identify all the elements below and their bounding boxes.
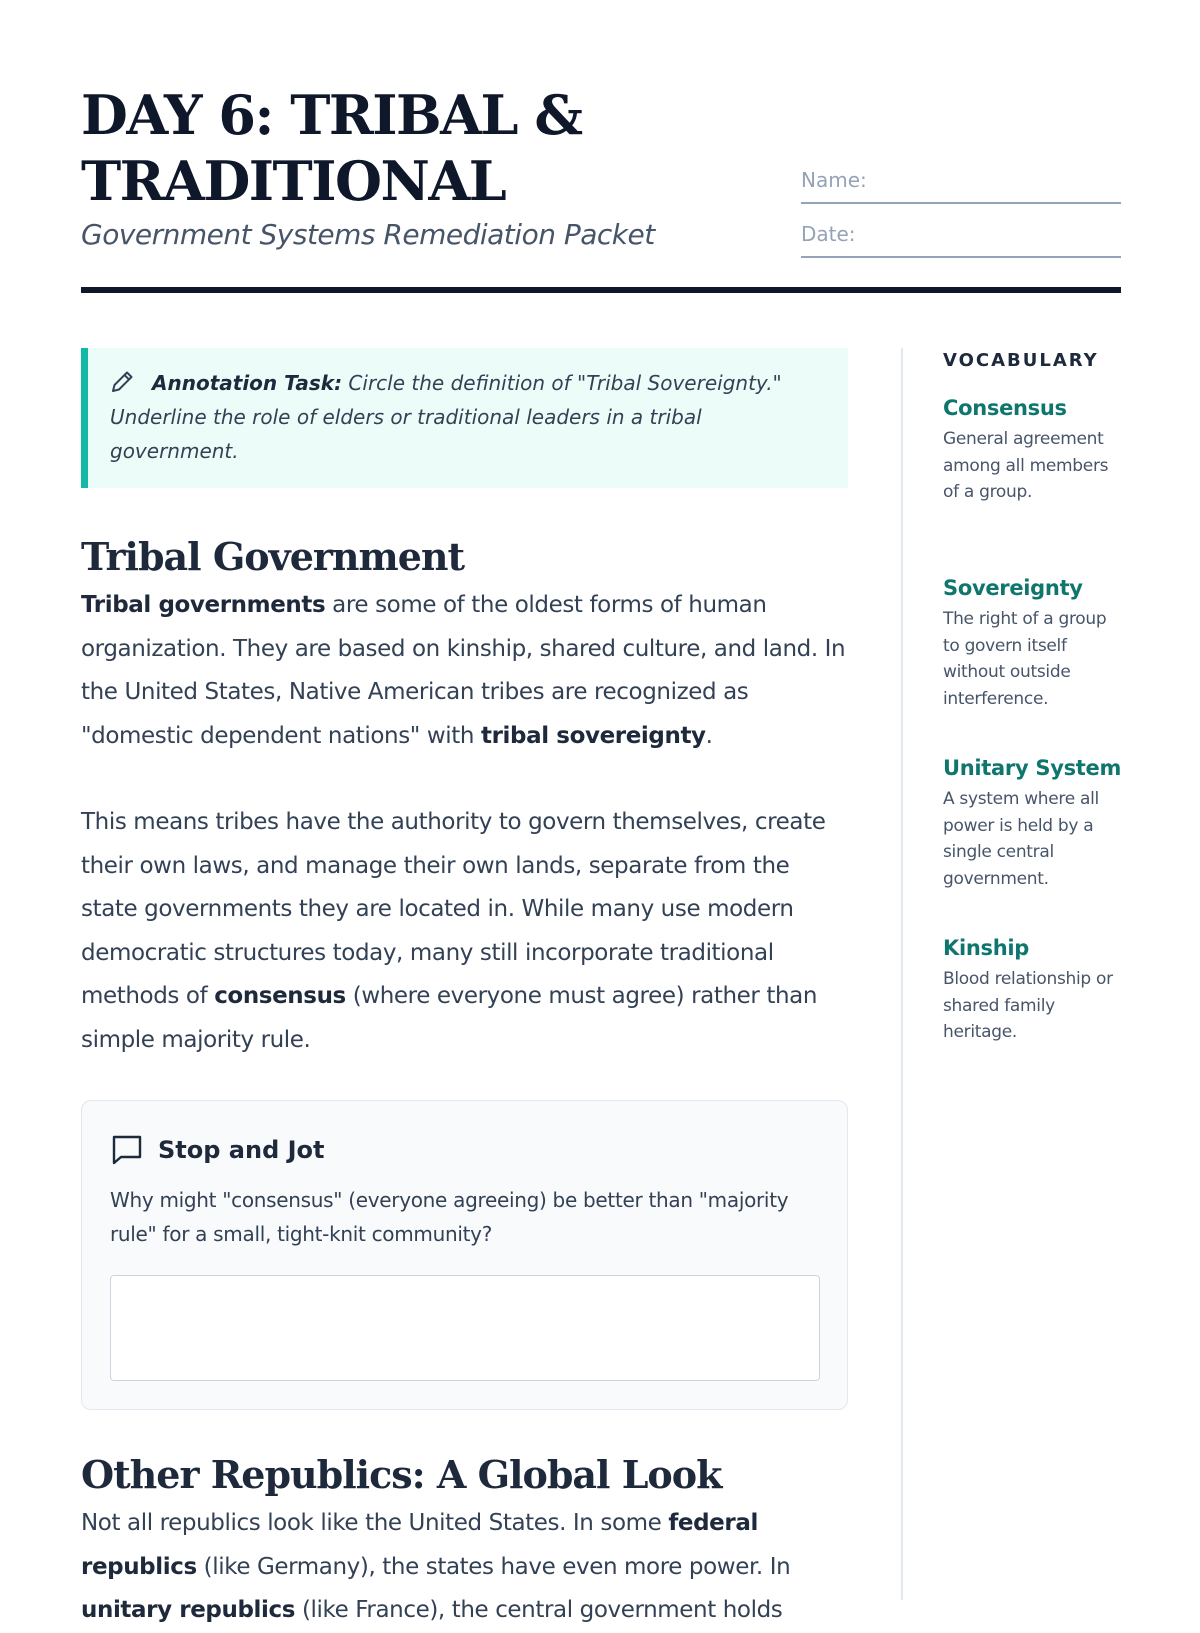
bold-term: Tribal governments — [81, 592, 326, 618]
vocab-definition: Blood relationship or shared family heritage. — [943, 969, 1113, 1042]
bold-term: consensus — [214, 983, 346, 1009]
title-line-1: DAY 6: TRIBAL & — [81, 83, 582, 147]
vocab-term: Unitary System — [943, 756, 1122, 780]
section-title-tribal-government: Tribal Government — [81, 534, 465, 579]
header — [81, 82, 1121, 294]
stop-and-jot-title: Stop and Jot — [158, 1136, 325, 1164]
vocab-term: Consensus — [943, 396, 1067, 420]
main-column — [81, 348, 848, 1623]
paragraph-tribal-intro — [81, 584, 851, 758]
page-subtitle: Government Systems Remediation Packet — [81, 218, 655, 251]
date-label: Date: — [801, 222, 856, 246]
vocabulary-heading: VOCABULARY — [943, 350, 1099, 371]
vocab-term: Kinship — [943, 936, 1030, 960]
text-run: This means tribes have the authority to govern themselves, create their own laws, and manage their own lands, separate from the state governments they are located in. While many use modern democratic structures today, many still incorporate traditional methods of — [81, 809, 826, 1009]
text-run: (like France), the central government holds — [295, 1597, 783, 1623]
annotation-label: Annotation Task: — [152, 371, 343, 395]
pencil-icon — [110, 370, 136, 394]
name-field[interactable] — [801, 164, 1121, 204]
date-field[interactable] — [801, 218, 1121, 258]
speech-bubble-icon — [110, 1133, 144, 1167]
page-title — [81, 82, 781, 214]
name-label: Name: — [801, 168, 867, 192]
vocab-definition: The right of a group to govern itself without outside interference. — [943, 609, 1107, 709]
text-run: are some of the oldest forms of human organization. They are based on kinship, shared culture, and land. In the United States, Native American tribes are recognized as "domestic dependent nations" with — [81, 592, 846, 749]
stop-and-jot-answer-box[interactable] — [110, 1275, 820, 1381]
sidebar-divider — [901, 348, 903, 1600]
vocab-item-sovereignty — [943, 574, 1123, 712]
vocab-item-unitary-system — [943, 754, 1123, 892]
text-run: . — [705, 722, 713, 749]
vocab-definition: A system where all power is held by a single central government. — [943, 789, 1099, 889]
vocab-term: Sovereignty — [943, 576, 1083, 600]
stop-and-jot-card — [81, 1100, 848, 1410]
bold-term: tribal sovereignty — [481, 722, 706, 749]
bold-term: unitary republics — [81, 1597, 296, 1623]
worksheet-page — [81, 0, 1122, 1623]
stop-and-jot-question: Why might "consensus" (everyone agreeing) be better than "majority rule" for a small, tight-knit community? — [110, 1188, 789, 1246]
annotation-text — [110, 366, 808, 468]
annotation-task-box — [81, 348, 848, 488]
text-run: (where everyone must agree) rather than simple majority rule. — [81, 983, 818, 1053]
title-line-2: TRADITIONAL — [81, 149, 506, 213]
stop-and-jot-header — [110, 1133, 325, 1167]
vocab-item-consensus — [943, 394, 1123, 506]
paragraph-tribal-sovereignty — [81, 801, 851, 1062]
vocab-item-kinship — [943, 934, 1123, 1046]
vocabulary-sidebar — [943, 348, 1122, 1042]
header-divider — [81, 287, 1121, 293]
text-run: (like Germany), the states have even more power. In — [196, 1553, 791, 1580]
vocab-definition: General agreement among all members of a group. — [943, 429, 1109, 502]
text-run: Not all republics look like the United States. In some — [81, 1510, 669, 1536]
annotation-instructions: Circle the definition of "Tribal Sovereignty." Underline the role of elders or traditional leaders in a tribal government. — [110, 371, 782, 463]
paragraph-other-republics — [81, 1502, 851, 1633]
bold-term: federal republics — [81, 1510, 758, 1580]
section-title-other-republics: Other Republics: A Global Look — [81, 1452, 722, 1497]
